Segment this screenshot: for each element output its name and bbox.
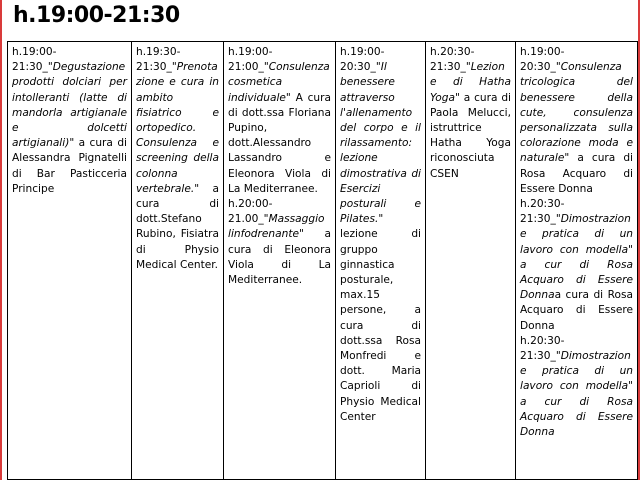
segment-title: "Degustazione prodotti dolciari per intolleranti (latte di mandorla artigianale e dolcetti artigianali)" [12, 61, 127, 150]
segment-title: "Prenotazione e cura in ambito fisiatrico e ortopedico. Consulenza e screening della colonna vertebrale." [136, 61, 219, 195]
schedule-cell-4 [336, 42, 426, 480]
segment-presenter: a cura di Rosa Acquaro di Essere Donna [520, 152, 633, 195]
segment-presenter: lezione di gruppo ginnastica posturale, max.15 persone, a cura di dott.ssa Rosa Monfredi e dott. Maria Caprioli di Physio Medical Center [340, 228, 421, 423]
schedule-cell-1 [8, 42, 132, 480]
segment-presenter: A cura di dott.ssa Floriana Pupino, dott.Alessandro Lassandro e Eleonora Viola di La Mediterranee. [228, 91, 331, 195]
segment-presenter: a cura di Rosa Acquaro di Essere Donna [520, 289, 633, 332]
segment-title: "Massaggio linfodrenante" [228, 213, 325, 241]
page-title: h.19:00-21:30 [13, 3, 180, 28]
segment-title: "Consulenza tricologica del benessere della cute, consulenza personalizzata sulla colorazione moda e naturale" [520, 61, 633, 165]
segment-time: h.19:00-20:30_ [340, 46, 385, 74]
segment-time: h.19:30-21:30_ [136, 46, 181, 74]
segment-time: h.20:00-21.00_ [228, 198, 273, 226]
segment-time: h.19:00-20:30_ [520, 46, 565, 74]
schedule-cell-6 [516, 42, 638, 480]
segment-presenter: a cura di Alessandra Pignatelli di Bar Pasticceria Principe [12, 137, 127, 195]
segment-time: h.19:00-21:30_ [12, 46, 57, 74]
schedule-row [8, 42, 638, 480]
segment-title: "Consulenza cosmetica individuale" [228, 61, 330, 104]
schedule-cell-5 [426, 42, 516, 480]
segment-presenter: a cura di dott.Stefano Rubino, Fisiatra di Physio Medical Center. [136, 182, 219, 271]
segment-time: h.19:00-21:00_ [228, 46, 273, 74]
schedule-cell-2 [132, 42, 224, 480]
segment-time: h.20:30-21:30_ [520, 198, 565, 226]
segment-presenter: a cura di Eleonora Viola di La Mediterranee. [228, 228, 331, 287]
segment-title: "Il benessere attraverso l'allenamento del corpo e il rilassamento: lezione dimostrativa di Esercizi posturali e Pilates." [340, 61, 421, 226]
segment-time: h.20:30-21:30_ [520, 334, 565, 363]
segment-title: "Dimostrazione pratica di un lavoro con modella" a cur di Rosa Acquaro di Essere Donna [520, 213, 633, 302]
page-border-left [0, 0, 2, 480]
segment-presenter: a cura di Paola Melucci, istruttrice Hatha Yoga riconosciuta CSEN [430, 91, 511, 180]
schedule-cell-3 [224, 42, 336, 480]
schedule-table [7, 41, 638, 480]
segment-title: "Dimostrazione pratica di un lavoro con modella" a cur di Rosa Acquaro di Essere Donna [520, 350, 633, 439]
segment-time: h.20:30-21:30_ [430, 46, 475, 74]
segment-title: "Lezione di Hatha Yoga" [430, 61, 511, 104]
